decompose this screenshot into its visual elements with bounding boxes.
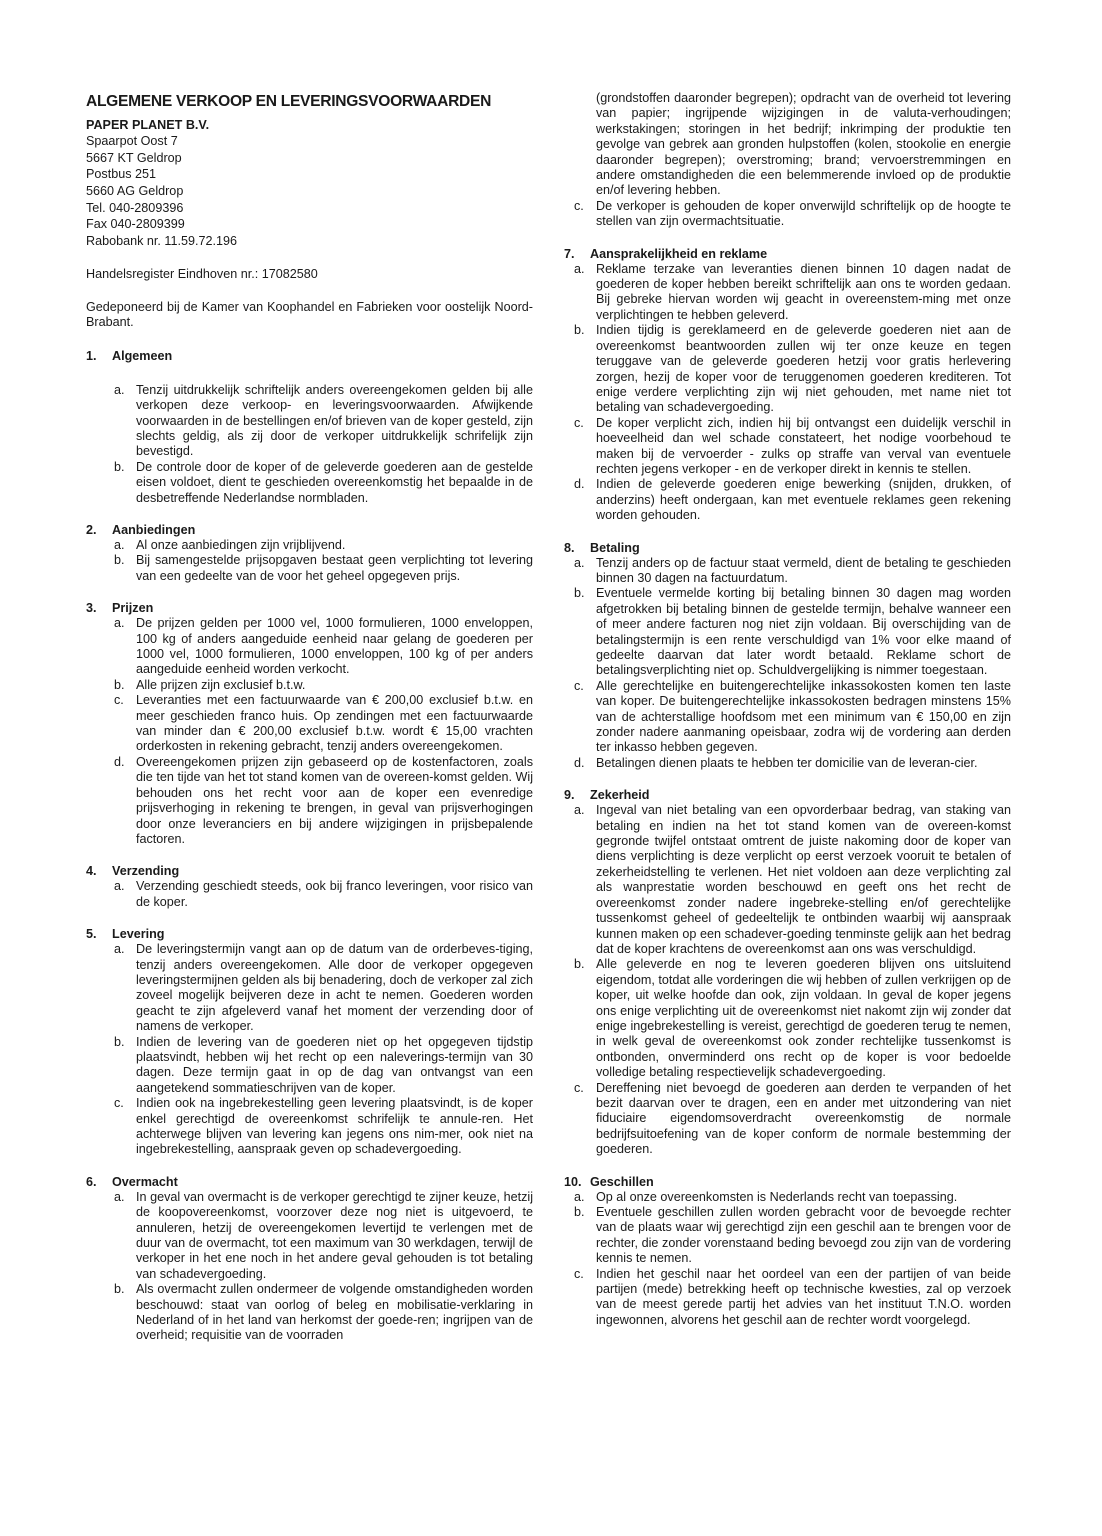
item-text: Eventuele geschillen zullen worden gebracht voor de bevoegde rechter van de plaats waar wij gerechtigd zijn een geschil aan te brengen voor de rechter, die zonder vorenstaand beding bevoegd zou zijn van de vordering kennis te nemen. (596, 1205, 1011, 1266)
list-item (574, 679, 1011, 756)
section-number: 6. (86, 1174, 97, 1189)
item-text: Verzending geschiedt steeds, ook bij franco leveringen, voor risico van de koper. (136, 879, 533, 909)
section-3 (86, 600, 533, 847)
section-title: Betaling (590, 540, 640, 555)
item-letter: c. (574, 1266, 584, 1281)
item-text: Indien ook na ingebrekestelling geen levering plaatsvindt, is de koper enkel gerechtigd de overeenkomst schrifelijk te annule-ren. Het achterwege blijven van levering kan jegens ons nim-mer, ook niet na ingebrekestelling, aanspraak geven op schadevergoeding. (136, 1096, 533, 1157)
phone: Tel. 040-2809396 (86, 200, 184, 215)
item-text: De controle door de koper of de geleverde goederen aan de gestelde eisen voldoet, dient te geschieden overeenkomstig het bepaalde in de desbetreffende Nederlandse normbladen. (136, 459, 533, 505)
list-item (574, 1081, 1011, 1158)
section-title: Levering (112, 927, 165, 942)
list-item (574, 586, 1011, 678)
item-text: Indien de levering van de goederen niet op het opgegeven tijdstip plaatsvindt, hebben wij het recht op een naleverings-termijn van 30 dagen. Deze termijn gaat in op de dag van ontvangst van een aangetekend sommatieschrijven van de koper. (136, 1034, 533, 1095)
list-item (114, 383, 533, 460)
item-letter: d. (114, 754, 125, 769)
section-number: 1. (86, 348, 97, 363)
section-6 (86, 1174, 533, 1344)
section-title: Algemeen (112, 348, 173, 363)
item-text: Ingeval van niet betaling van een opvorderbaar bedrag, van staking van betaling en indien na het tot stand komen van de overeen-komst gegronde twijfel ontstaat omtrent de juiste nakoming door de koper van diens verplichting is deze verplicht op eerst verzoek vooruit te betalen of zekerheidstelling te verlenen. Het niet voldoen aan deze verplichting zal als wanprestatie worden beschouwd en geeft ons het recht de overeenkomst zonder nadere ingebreke-stelling en/of gerechtelijke tussenkomst geheel of gedeeltelijk te ontbinden waarbij wij aanspraak kunnen maken op een schadever-goeding tenminste gelijk aan het bedrag dat de koper krachtens de overeenkomst aan ons was verschuldigd. (596, 803, 1011, 956)
section-title: Geschillen (590, 1174, 654, 1189)
item-text: Indien tijdig is gereklameerd en de geleverde goederen niet aan de overeenkomst beantwoorden zullen wij ter onze keuze en tegen teruggave van de geleverde goederen hetzij voor gratis herlevering zorgen, hezij de koper voor de teruggenomen goederen krediteren. Tot enige verdere verplichting zijn wij niet gehouden, met name niet tot betaling van schadevergoeding. (596, 323, 1011, 415)
item-text: Tenzij uitdrukkelijk schriftelijk anders overeengekomen gelden bij alle verkopen deze verkoop- en leveringsvoorwaarden. Afwijkende voorwaarden in de bestellingen en/of brieven van de koper gesteld, zijn slechts geldig, als zij door de verkoper uitdrukkelijk schrifelijk zijn bevestigd. (136, 382, 533, 459)
list-item (574, 262, 1011, 324)
section-number: 4. (86, 864, 97, 879)
list-item (574, 416, 1011, 478)
item-letter: b. (574, 1205, 585, 1219)
list-item (114, 755, 533, 847)
right-column (564, 91, 1011, 1328)
item-letter: c. (574, 678, 584, 693)
section-9 (564, 787, 1011, 1157)
list-item (574, 756, 1011, 771)
list-item (574, 957, 1011, 1080)
item-text: De koper verplicht zich, indien hij bij ontvangst een duidelijk verschil in hoeveelheid dan wel schade constateert, het nodige voorbehoud te maken bij de vervoerder - zulks op straffe van verval van eventuele rechten jegens verkoper - en de verkoper direkt in kennis te stellen. (596, 415, 1011, 476)
list-item (114, 693, 533, 755)
item-text: Betalingen dienen plaats te hebben ter domicilie van de leveran-cier. (596, 755, 978, 770)
section-heading (86, 863, 533, 879)
list-item (114, 1096, 533, 1158)
item-text: Dereffening niet bevoegd de goederen aan derden te verpanden of het bezit daarvan over te dragen, een en ander met uitzondering van niet fiduciaire eigendomsoverdracht overeenkomstig de normale bedrijfsuitoefening van de koper conform de normale bestemming der goederen. (596, 1080, 1011, 1157)
list-item (574, 1267, 1011, 1329)
item-letter: b. (574, 957, 585, 972)
item-letter: c. (574, 415, 584, 430)
item-text: Als overmacht zullen ondermeer de volgende omstandigheden worden beschouwd: staat van oorlog of beleg en mobilisatie-verklaring in Nederland of in het land van herkomst der goede-ren; ingrijpen van de overheid; requisitie van de voorraden (136, 1282, 533, 1343)
section-6-continuation: (grondstoffen daaronder begrepen); opdracht van de overheid tot levering van papier; ingrijpende wijzigingen in de valuta-verhoudingen; werkstakingen; storingen in het bedrijf; inkrimping der produktie ten gevolge van gebrek aan gronden hulpstoffen (kolen, stookolie en energie daaronder begrepen); overstroming; brand; vervoerstremmingen en andere omstandigheden die een belemmerende invloed op de produktie en/of levering hebben. (596, 91, 1011, 198)
item-text: Alle prijzen zijn exclusief b.t.w. (136, 677, 306, 692)
list-item (114, 879, 533, 910)
item-letter: a. (574, 261, 585, 276)
item-letter: a. (114, 1189, 125, 1204)
section-heading (86, 522, 533, 538)
item-letter: a. (574, 803, 585, 818)
section-heading (564, 1174, 1011, 1190)
list-item (114, 942, 533, 1034)
section-heading (564, 787, 1011, 803)
list-item (114, 460, 533, 506)
deposit-notice: Gedeponeerd bij de Kamer van Koophandel en Fabrieken voor oostelijk Noord-Brabant. (86, 299, 533, 330)
address-line: Spaarpot Oost 7 (86, 134, 178, 149)
item-letter: a. (114, 942, 125, 957)
section-number: 10. (564, 1174, 582, 1189)
section-8 (564, 540, 1011, 772)
bank-account: Rabobank nr. 11.59.72.196 (86, 233, 238, 248)
item-text: Indien de geleverde goederen enige bewerking (snijden, drukken, of anderzins) heeft ondergaan, kan met eventuele reklames geen rekening worden gehouden. (596, 477, 1011, 523)
list-item (574, 803, 1011, 957)
list-item (114, 1035, 533, 1097)
left-column (86, 93, 533, 1344)
section-heading (86, 926, 533, 942)
section-title: Verzending (112, 864, 180, 879)
section-4 (86, 863, 533, 910)
list-item (574, 556, 1011, 587)
item-letter: b. (114, 553, 125, 568)
item-letter: b. (114, 1034, 125, 1049)
section-number: 9. (564, 788, 575, 803)
item-text: Alle geleverde en nog te leveren goederen blijven ons uitsluitend eigendom, totdat alle vorderingen die wij hebben of zullen verkrijgen op de koper, uit welke hoofde dan ook, zijn voldaan. In geval de koper jegens ons enige verplichting uit de overeenkomst niet nakomt zijn wij zonder dat enige ingebrekestelling is vereist, gerechtigd de goederen terug te nemen, in welk geval de overeenkomst ook zonder rechtelijke tussenkomst is ontbonden, onverminderd ons recht op de koper is voor bedoelde volledige betaling respectievelijk schadevergoeding. (596, 957, 1011, 1080)
item-letter: b. (114, 677, 125, 692)
list-item (114, 1190, 533, 1282)
item-letter: a. (574, 555, 585, 570)
item-letter: c. (574, 198, 584, 213)
section-5 (86, 926, 533, 1158)
item-letter: b. (574, 323, 585, 338)
list-item (114, 553, 533, 584)
trade-registry: Handelsregister Eindhoven nr.: 17082580 (86, 267, 318, 282)
company-name: PAPER PLANET B.V. (86, 118, 210, 132)
section-title: Aanbiedingen (112, 523, 196, 538)
list-item (114, 538, 533, 553)
list-item (574, 477, 1011, 523)
item-letter: b. (114, 459, 125, 474)
section-title: Overmacht (112, 1174, 178, 1189)
section-title: Zekerheid (590, 788, 650, 803)
section-10 (564, 1174, 1011, 1329)
list-item (574, 1190, 1011, 1205)
section-1 (86, 348, 533, 506)
item-text: Bij samengestelde prijsopgaven bestaat geen verplichting tot levering van een gedeelte van de voor het geheel opgegeven prijs. (136, 553, 533, 583)
section-heading (564, 540, 1011, 556)
item-letter: c. (574, 1080, 584, 1095)
item-text: Eventuele vermelde korting bij betaling binnen 30 dagen mag worden afgetrokken bij betaling binnen de gestelde termijn, behalve wanneer een of meer andere facturen nog niet zijn voldaan. Bij overschijding van de betalingstermijn is een rente verschuldigd van 1% voor elke maand of gedeelte daarvan dat later wordt betaald. Reklame schort de betalingsverplichting niet op. Schuldvergelijking is nimmer toegestaan. (596, 586, 1011, 678)
item-letter: a. (114, 879, 125, 894)
item-text: De verkoper is gehouden de koper onverwijld schriftelijk op de hoogte te stellen van zijn overmachtsituatie. (596, 198, 1011, 229)
item-letter: b. (114, 1282, 125, 1297)
section-heading (86, 600, 533, 616)
item-letter: d. (574, 755, 585, 770)
section-number: 5. (86, 927, 97, 942)
address-line: 5667 KT Geldrop (86, 150, 182, 165)
section-number: 7. (564, 246, 575, 261)
list-item (114, 1282, 533, 1344)
address-line: Postbus 251 (86, 167, 157, 182)
item-text: Reklame terzake van leveranties dienen binnen 10 dagen nadat de goederen de koper hebben bereikt schriftelijk aan ons te worden gedaan. Bij gebreke hiervan worden wij geacht in overeenstem-ming met onze verplichtingen te hebben geleverd. (596, 261, 1011, 322)
item-text: Overeengekomen prijzen zijn gebaseerd op de kostenfactoren, zoals die ten tijde van het tot stand komen van de overeen-komst gelden. Wij behouden ons het recht voor aan de koper een evenredige prijsverhoging in rekening te brengen, in geval van prijsverhogingen door onze leveranciers en bij andere wijzigingen in prijsbepalende factoren. (136, 754, 533, 846)
item-letter: c. (114, 1096, 124, 1111)
item-text: Indien het geschil naar het oordeel van een der partijen of van beide partijen (mede) betrekking heeft op technische kwesties, zal op verzoek van de meest gerede partij het advies van het instituut T.N.O. worden ingewonnen, alvorens het geschil aan de rechter wordt voorgelegd. (596, 1266, 1011, 1327)
document-title: ALGEMENE VERKOOP EN LEVERINGSVOORWAARDEN (86, 93, 492, 110)
section-7 (564, 246, 1011, 524)
item-letter: a. (114, 538, 125, 553)
list-item (114, 616, 533, 678)
item-text: Op al onze overeenkomsten is Nederlands recht van toepassing. (596, 1189, 958, 1204)
item-letter: b. (574, 586, 585, 601)
list-item (574, 1205, 1011, 1267)
item-text: De leveringstermijn vangt aan op de datum van de orderbeves-tiging, tenzij anders overeengekomen. Alle door de verkoper opgegeven leveringstermijnen gelden als bij benadering, doch de verkoper zal zich zoveel mogelijk beijveren deze in acht te nemen. Goederen worden geacht te zijn afgeleverd vanaf het moment der verzending door of namens de verkoper. (136, 942, 533, 1034)
fax: Fax 040-2809399 (86, 217, 185, 232)
item-letter: a. (114, 616, 125, 631)
item-letter: a. (114, 382, 125, 397)
item-letter: d. (574, 477, 585, 492)
section-heading (86, 348, 533, 364)
item-text: Tenzij anders op de factuur staat vermeld, dient de betaling te geschieden binnen 30 dagen na factuurdatum. (596, 555, 1011, 585)
item-text: Alle gerechtelijke en buitengerechtelijke inkassokosten komen ten laste van koper. De buitengerechtelijke inkassokosten bedragen minstens 15% van de achterstallige hoofdsom met een minimum van € 150,00 en zijn zonder nadere aanmaning opeisbaar, zodra wij de vordering aan derden ter inkasso hebben gegeven. (596, 678, 1011, 755)
item-letter: a. (574, 1189, 585, 1204)
section-number: 8. (564, 540, 575, 555)
item-letter: c. (114, 693, 124, 708)
section-heading (564, 246, 1011, 262)
section-2 (86, 522, 533, 584)
item-text: Leveranties met een factuurwaarde van € 200,00 exclusief b.t.w. en meer geschieden franco huis. Op zendingen met een factuurwaarde van minder dan € 200,00 exclusief b.t.w. wordt € 15,00 vrachten orderkosten in rekening gebracht, tenzij anders overeengekomen. (136, 693, 533, 754)
list-item (574, 199, 1011, 230)
item-text: In geval van overmacht is de verkoper gerechtigd te zijner keuze, hetzij de koopovereenkomst, voorzover deze nog niet is uitgevoerd, te annuleren, hetzij de overeengekomen levertijd te verlengen met de duur van de overmacht, tot een maximum van 30 werkdagen, terwijl de verkoper in het ene noch in het andere geval gehouden is tot betaling van schadevergoeding. (136, 1189, 533, 1281)
section-title: Prijzen (112, 601, 154, 616)
section-number: 3. (86, 601, 97, 616)
item-text: Al onze aanbiedingen zijn vrijblijvend. (136, 538, 346, 553)
section-heading (86, 1174, 533, 1190)
list-item (114, 678, 533, 693)
list-item (574, 323, 1011, 415)
item-text: De prijzen gelden per 1000 vel, 1000 formulieren, 1000 enveloppen, 100 kg of anders aangeduide eenheid naar gelang de goederen per 1000 vel, 1000 formulieren, 1000 enveloppen, 100 kg of per anders aangeduide eenheid worden verkocht. (136, 616, 533, 677)
section-number: 2. (86, 523, 97, 538)
section-title: Aansprakelijkheid en reklame (590, 246, 768, 261)
address-line: 5660 AG Geldrop (86, 183, 184, 198)
